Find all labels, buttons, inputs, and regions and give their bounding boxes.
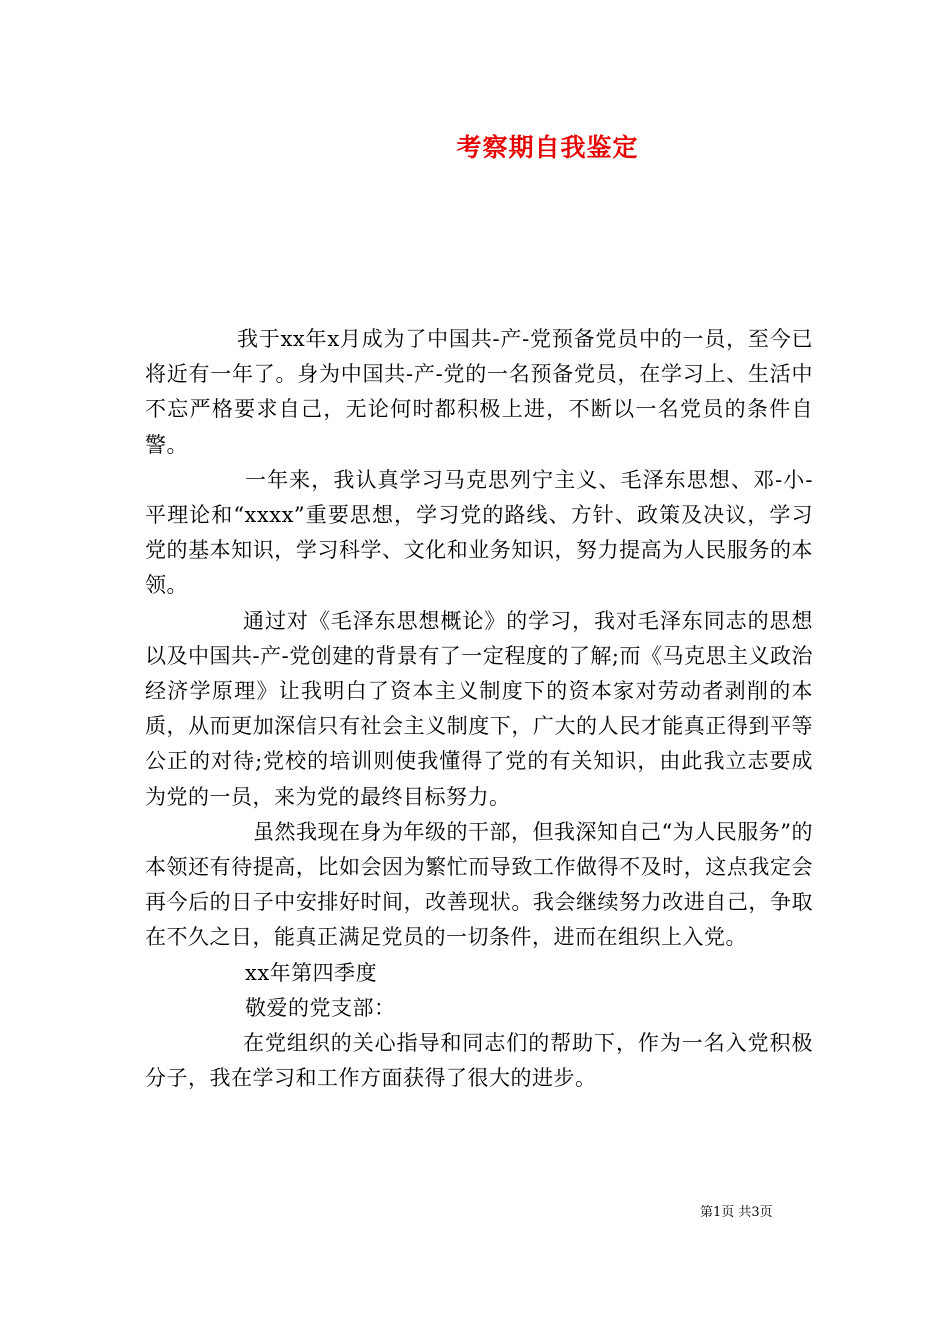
salutation: 敬爱的党支部：: [245, 995, 396, 1020]
paragraph: 一年来，我认真学习马克思列宁主义、毛泽东思想、邓-小-平理论和“xxxx”重要思想，学习党的路线、方针、政策及决议，学习党的基本知识，学习科学、文化和业务知识，努力提高为人民服务的本领。: [145, 467, 813, 598]
paragraph: 虽然我现在身为年级的干部，但我深知自己“为人民服务”的本领还有待提高，比如会因为繁忙而导致工作做得不及时，这点我定会再今后的日子中安排好时间，改善现状。我会继续努力改进自己，争取在不久之日，能真正满足党员的一切条件，进而在组织上入党。: [145, 819, 813, 950]
document-title: 考察期自我鉴定: [456, 133, 639, 162]
paragraph: 通过对《毛泽东思想概论》的学习，我对毛泽东同志的思想以及中国共-产-党创建的背景有了一定程度的了解;而《马克思主义政治经济学原理》让我明白了资本主义制度下的资本家对劳动者剥削的本质，从而更加深信只有社会主义制度下，广大的人民才能真正得到平等公正的对待;党校的培训则使我懂得了党的有关知识，由此我立志要成为党的一员，来为党的最终目标努力。: [145, 608, 813, 809]
document-body: [145, 322, 813, 1096]
page-footer: 第1页 共3页: [700, 1205, 773, 1220]
paragraph: 我于xx年x月成为了中国共-产-党预备党员中的一员，至今已将近有一年了。身为中国共-产-党的一名预备党员，在学习上、生活中不忘严格要求自己，无论何时都积极上进，不断以一名党员的条件自警。: [145, 327, 813, 457]
paragraph: 在党组织的关心指导和同志们的帮助下，作为一名入党积极分子，我在学习和工作方面获得了很大的进步。: [145, 1031, 813, 1091]
date-line: xx年第四季度: [245, 960, 378, 985]
